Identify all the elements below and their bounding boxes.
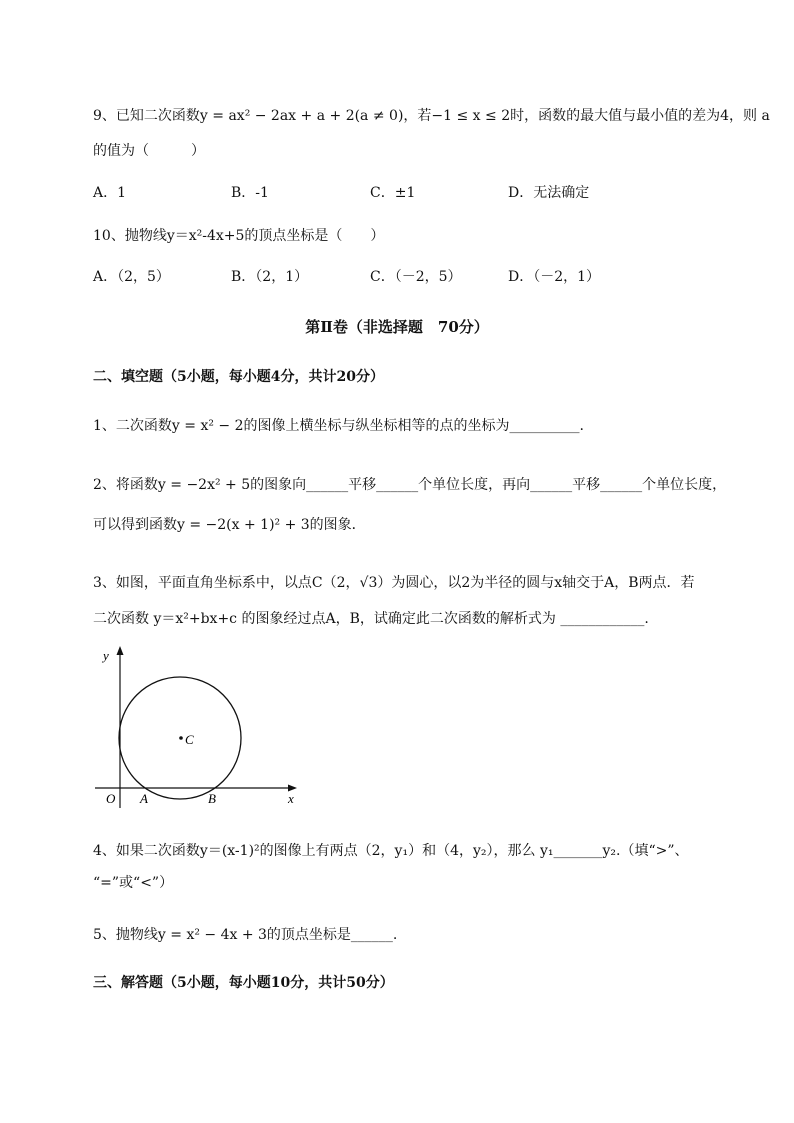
q9-stem-line2: 的值为（ ） xyxy=(93,143,205,159)
q9-option-d: D．无法确定 xyxy=(508,185,590,201)
section2-heading: 二、填空题（5小题，每小题4分，共计20分） xyxy=(93,369,384,385)
section3-heading: 三、解答题（5小题，每小题10分，共计50分） xyxy=(93,975,394,991)
q9-option-b: B．-1 xyxy=(231,185,269,201)
q10-stem: 10、抛物线y＝x²-4x+5的顶点坐标是（ ） xyxy=(93,228,385,244)
center-point-c xyxy=(179,736,183,740)
label-a: A xyxy=(140,791,148,806)
label-y: y xyxy=(103,648,109,663)
label-o: O xyxy=(106,791,116,806)
fill-question-4-line1: 4、如果二次函数y＝(x-1)²的图像上有两点（2，y₁）和（4，y₂），那么 y₁_______y₂.（填“>”、 xyxy=(93,843,689,859)
label-b: B xyxy=(208,791,216,806)
q9-stem-line1: 9、已知二次函数y = ax² − 2ax + a + 2(a ≠ 0)，若−1 ≤ x ≤ 2时，函数的最大值与最小值的差为4，则 a xyxy=(93,108,770,124)
fill-question-2-line1: 2、将函数y = −2x² + 5的图象向______平移______个单位长度，再向______平移______个单位长度， xyxy=(93,477,727,493)
fill-question-2-line2: 可以得到函数y = −2(x + 1)² + 3的图象． xyxy=(93,517,366,533)
fill-question-4-line2: “=”或“<”） xyxy=(93,875,174,891)
q10-option-c: C．（－2，5） xyxy=(370,269,462,285)
fill-question-3-line1: 3、如图，平面直角坐标系中，以点C（2，√3）为圆心，以2为半径的圆与x轴交于A，B两点．若 xyxy=(93,575,695,591)
q10-option-b: B．（2，1） xyxy=(231,269,309,285)
q10-options xyxy=(93,267,733,287)
y-axis-arrow xyxy=(117,646,124,655)
fill-question-1: 1、二次函数y = x² − 2的图像上横坐标与纵坐标相等的点的坐标为__________. xyxy=(93,418,584,434)
fill-question-3-line2: 二次函数 y＝x²+bx+c 的图象经过点A，B，试确定此二次函数的解析式为 ____________. xyxy=(93,611,649,627)
q9-option-a: A．1 xyxy=(93,185,127,201)
label-x: x xyxy=(288,791,294,806)
q9-options xyxy=(93,183,733,203)
q9-option-c: C．±1 xyxy=(370,185,416,201)
part2-title: 第Ⅱ卷（非选择题 70分） xyxy=(305,318,489,336)
label-c: C xyxy=(185,732,194,747)
circle-figure xyxy=(95,640,310,815)
q10-option-d: D．（－2，1） xyxy=(508,269,601,285)
fill-question-5: 5、抛物线y = x² − 4x + 3的顶点坐标是______. xyxy=(93,927,398,943)
q10-option-a: A．（2，5） xyxy=(93,269,170,285)
